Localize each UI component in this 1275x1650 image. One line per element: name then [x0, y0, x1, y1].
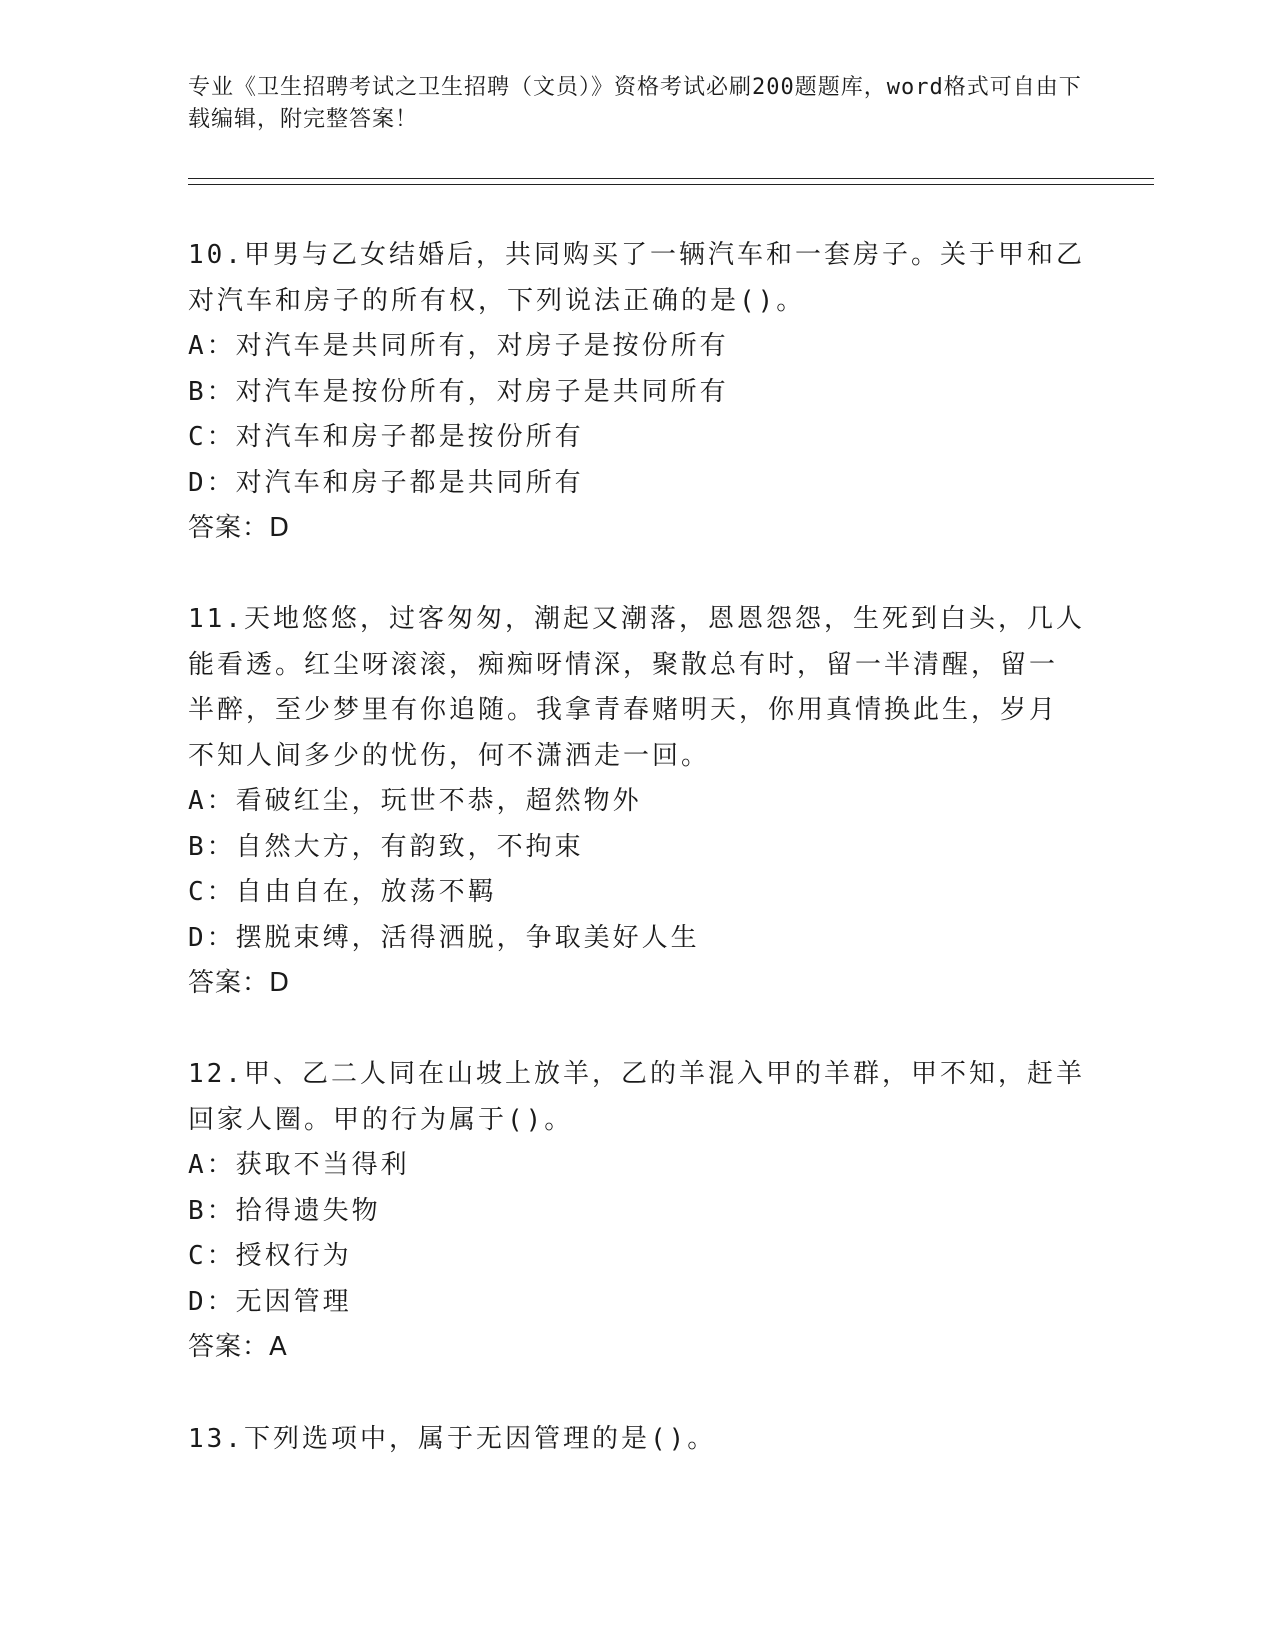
option-c: C：授权行为 [188, 1241, 352, 1271]
option-a: A：获取不当得利 [188, 1150, 410, 1180]
question-stem-line: 能看透。红尘呀滚滚，痴痴呀情深，聚散总有时，留一半清醒，留一 [188, 649, 1059, 680]
question-12 [188, 1052, 1088, 1371]
question-stem-line: 不知人间多少的忧伤，何不潇洒走一回。 [188, 740, 711, 771]
option-b: B：对汽车是按份所有，对房子是共同所有 [188, 376, 729, 407]
question-stem-line: 12.甲、乙二人同在山坡上放羊，乙的羊混入甲的羊群，甲不知，赶羊 [188, 1059, 1085, 1089]
option-a: A：看破红尘，玩世不恭，超然物外 [188, 786, 642, 816]
question-stem-line: 半醉，至少梦里有你追随。我拿青春赌明天，你用真情换此生，岁月 [188, 695, 1059, 725]
document-header [188, 72, 1088, 136]
option-c: C：对汽车和房子都是按份所有 [188, 422, 584, 452]
question-13 [188, 1417, 1088, 1463]
option-c: C：自由自在，放荡不羁 [188, 877, 497, 907]
option-d: D：摆脱束缚，活得洒脱，争取美好人生 [188, 922, 700, 953]
option-b: B：拾得遗失物 [188, 1195, 381, 1226]
option-d: D：对汽车和房子都是共同所有 [188, 467, 584, 498]
answer: 答案：D [188, 513, 291, 543]
header-divider-bottom [188, 184, 1154, 185]
question-10 [188, 233, 1088, 552]
answer: 答案：A [188, 1332, 288, 1362]
question-stem-line: 对汽车和房子的所有权，下列说法正确的是()。 [188, 285, 806, 316]
question-stem-line: 回家人圈。甲的行为属于()。 [188, 1104, 574, 1135]
answer: 答案：D [188, 968, 291, 998]
question-stem-line: 11.天地悠悠，过客匆匆，潮起又潮落，恩恩怨怨，生死到白头，几人 [188, 604, 1085, 634]
option-b: B：自然大方，有韵致，不拘束 [188, 831, 584, 862]
option-a: A：对汽车是共同所有，对房子是按份所有 [188, 331, 729, 361]
question-stem-line: 13.下列选项中，属于无因管理的是()。 [188, 1424, 717, 1454]
question-stem-line: 10.甲男与乙女结婚后，共同购买了一辆汽车和一套房子。关于甲和乙 [188, 240, 1085, 270]
header-title: 专业《卫生招聘考试之卫生招聘（文员）》资格考试必刷200题题库，word格式可自由下载编辑，附完整答案！ [188, 75, 1082, 132]
question-11 [188, 597, 1088, 1007]
header-divider-top [188, 178, 1154, 179]
option-d: D：无因管理 [188, 1286, 352, 1317]
